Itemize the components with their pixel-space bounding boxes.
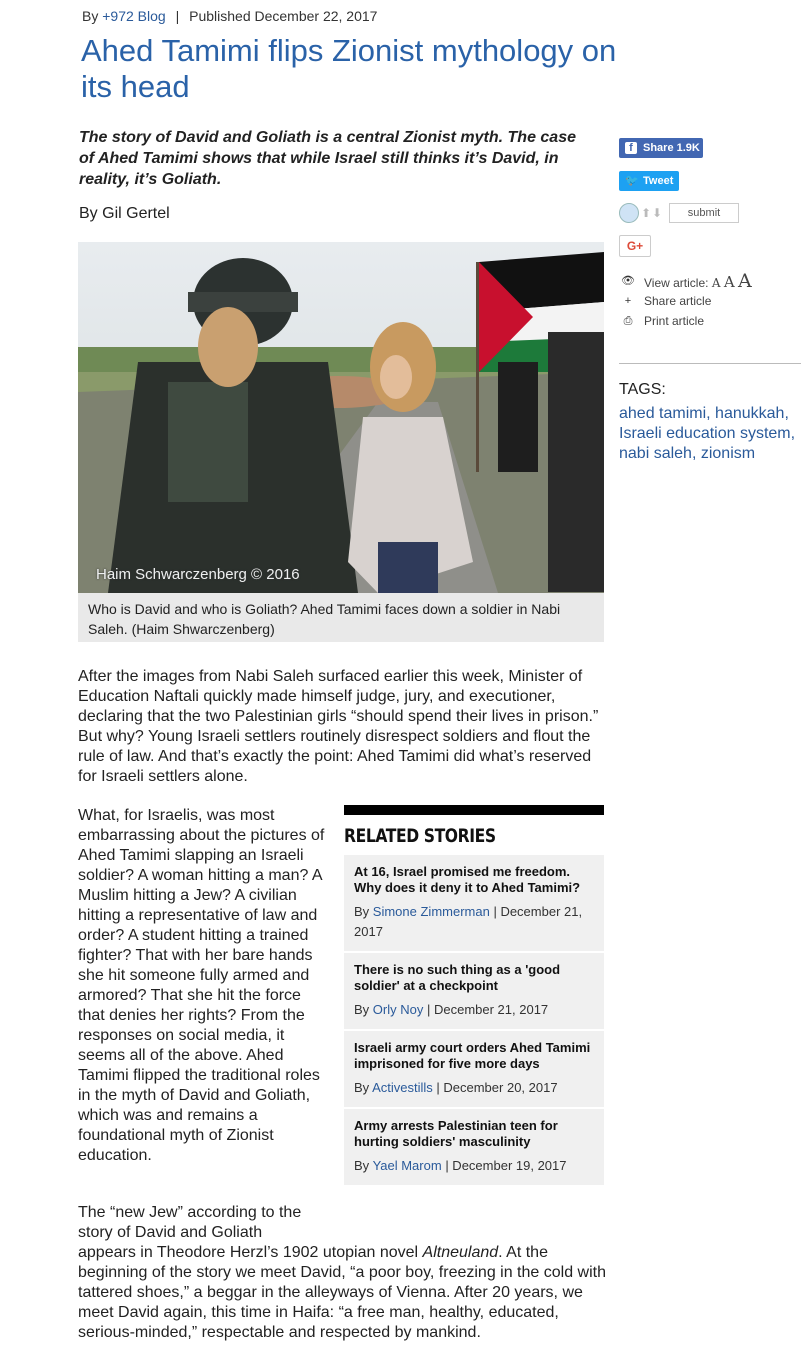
tag-separator: , [706,405,716,422]
related-item [344,953,604,1031]
related-item [344,1031,604,1109]
tags-line-1 [619,404,801,424]
paragraph-3 [78,1243,608,1343]
related-stories [344,805,604,1187]
related-item-by: By [354,1002,370,1017]
related-item-date: | December 20, 2017 [436,1080,558,1095]
source-link[interactable]: +972 Blog [102,8,166,24]
tag-separator: , [790,425,796,442]
tweet-label: Tweet [643,175,674,187]
tag-link[interactable]: nabi saleh [619,445,692,462]
view-article-row [619,271,752,291]
related-item-title[interactable]: At 16, Israel promised me freedom. Why does it deny it to Ahed Tamimi? [354,864,581,895]
paragraph-3-post: . At the beginning of the story we meet David, “a poor boy, freezing in the cold with tattered shoes,” a beggar in the alleyways of Vienna. After 20 years, we meet David again, this time in Haifa: “a free man, healthy, educated, serious-minded,” respectable and respected by mankind. [78,1244,606,1341]
tag-link[interactable]: hanukkah [715,405,785,422]
font-size-large-button[interactable]: A [738,270,752,292]
photo-caption: Who is David and who is Goliath? Ahed Tamimi faces down a soldier in Nabi Saleh. (Haim Shwarczenberg) [78,593,604,642]
sidebar-divider [619,363,801,364]
print-article-row[interactable] [619,311,752,331]
tags-list [619,404,801,464]
related-item-by: By [354,1158,370,1173]
related-item-by: By [354,1080,370,1095]
novel-title: Altneuland [422,1244,499,1261]
related-item-date: | December 21, 2017 [354,904,583,939]
font-size-medium-button[interactable]: A [723,273,735,291]
related-item-author[interactable]: Activestills [372,1080,433,1095]
related-item-title[interactable]: There is no such thing as a 'good soldier' at a checkpoint [354,962,561,993]
article-tools [619,271,752,331]
article-photo [78,242,604,593]
related-item-meta [354,902,594,942]
share-article-row[interactable] [619,291,752,311]
article-lede: The story of David and Goliath is a central Zionist myth. The case of Ahed Tamimi shows that while Israel still thinks it’s David, in reality, it’s Goliath. [79,129,576,188]
google-plus-button[interactable]: G+ [619,235,651,257]
related-item-date: | December 21, 2017 [426,1002,549,1017]
photo-credit: Haim Schwarczenberg © 2016 [96,566,300,583]
paragraph-3-start: The “new Jew” according to the story of David and Goliath [78,1204,302,1241]
tag-separator: , [784,405,789,422]
facebook-share-button[interactable] [619,138,703,158]
print-article-label: Print article [644,314,705,328]
tweet-button[interactable] [619,171,679,191]
related-item-author[interactable]: Orly Noy [372,1002,424,1017]
eye-icon: 👁 [621,275,635,287]
article-author: By Gil Gertel [79,205,170,222]
reddit-submit-button[interactable]: submit [669,203,739,223]
photo-illustration [78,242,604,593]
related-heading: RELATED STORIES [344,825,496,847]
paragraph-1: After the images from Nabi Saleh surfaced earlier this week, Minister of Education Naftali quickly made himself judge, jury, and executioner, declaring that the two Palestinian girls “should spend their lives in prison.” But why? Young Israeli settlers routinely disrespect soldiers and flout the rule of law. And that’s exactly the point: Ahed Tamimi did what’s reserved for Israeli settlers alone. [78,668,599,785]
tag-link[interactable]: zionism [700,445,756,462]
tag-link[interactable]: ahed tamimi [619,405,707,422]
facebook-icon: f [625,142,637,154]
meta-separator: | [175,8,180,24]
printer-icon: ⎙ [623,315,633,327]
related-top-bar [344,805,604,815]
tags-line-3 [619,444,801,464]
tags-line-2 [619,424,801,444]
related-item-by: By [354,904,370,919]
related-item-date: | December 19, 2017 [445,1158,567,1173]
related-item-meta [354,1156,594,1176]
related-item-meta [354,1000,594,1020]
reddit-vote-arrows-icon[interactable]: ⬆⬇ [641,206,664,220]
facebook-share-label: Share 1.9K [643,142,700,154]
tag-link[interactable]: Israeli education system [619,425,791,442]
view-article-label: View article: [644,276,709,290]
article-title: Ahed Tamimi flips Zionist mythology on its head [81,33,617,104]
twitter-bird-icon: 🐦 [625,175,639,187]
font-size-small-button[interactable]: A [711,276,721,290]
related-item-title[interactable]: Israeli army court orders Ahed Tamimi imprisoned for five more days [354,1040,591,1071]
related-item [344,855,604,953]
reddit-widget [619,203,739,223]
related-item-author[interactable]: Simone Zimmerman [372,904,490,919]
related-item [344,1109,604,1187]
tags-heading: TAGS: [619,381,666,398]
by-prefix: By [82,8,99,24]
plus-icon: + [624,295,632,307]
reddit-alien-icon[interactable] [619,203,639,223]
paragraph-2: What, for Israelis, was most embarrassing about the pictures of Ahed Tamimi slapping an Israeli soldier? A woman hitting a man? A Muslim hitting a Jew? A civilian hitting a representative of law and order? A student hitting a trained fighter? That with her bare hands she hit someone fully armed and armored? That she hit the force that denies her rights? From the responses on social media, it seems all of the above. Ahed Tamimi flipped the traditional roles in the myth of David and Goliath, which was and remains a foundational myth of Zionist education. [78,807,325,1164]
share-article-label: Share article [644,294,712,308]
related-item-title[interactable]: Army arrests Palestinian teen for hurting soldiers' masculinity [354,1118,558,1149]
article-meta [82,8,377,24]
paragraph-3-pre: appears in Theodore Herzl’s 1902 utopian novel [78,1244,423,1261]
published-date: Published December 22, 2017 [189,8,378,24]
tag-separator: , [691,445,701,462]
related-item-meta [354,1078,594,1098]
related-item-author[interactable]: Yael Marom [372,1158,442,1173]
